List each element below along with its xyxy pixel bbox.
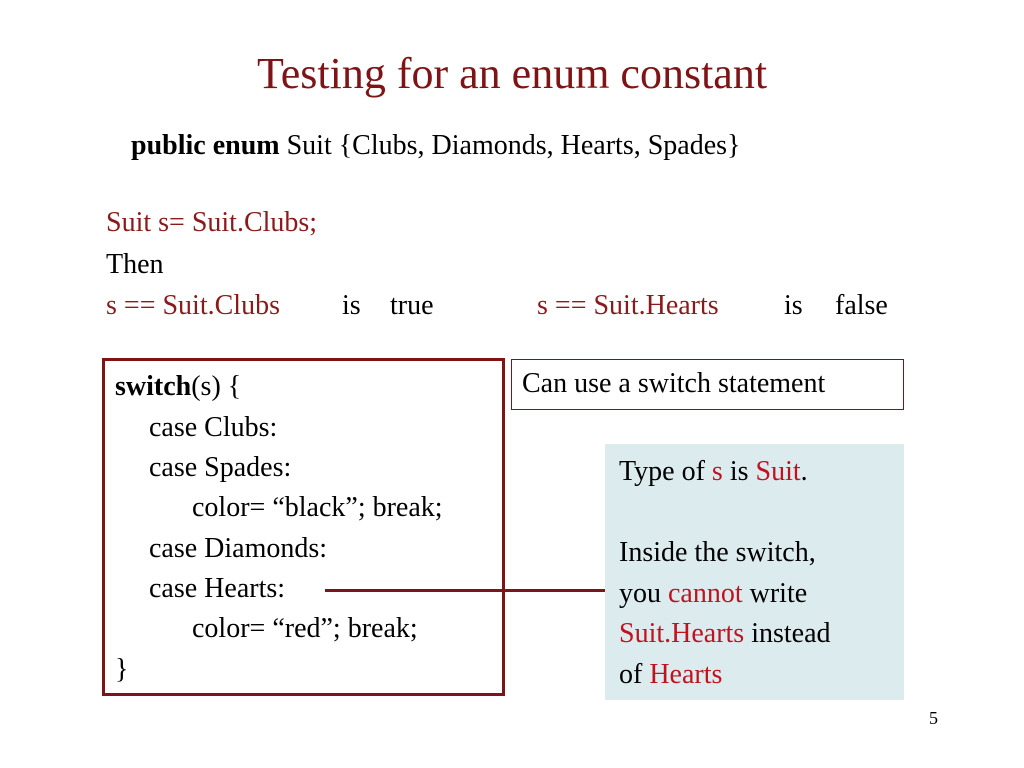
info-type-suit: Suit: [755, 456, 801, 487]
info-box: [605, 444, 904, 700]
code-line-case-spades: case Spades:: [149, 452, 292, 483]
code-line-case-clubs: case Clubs:: [149, 412, 278, 443]
comparison-hearts-is: is: [784, 290, 803, 321]
then-line: Then: [106, 249, 164, 280]
switch-header: [115, 371, 241, 403]
info-line-suit-hearts: [619, 618, 831, 650]
info-text: Type of: [619, 456, 712, 487]
connector-line: [325, 589, 605, 592]
info-hearts: Hearts: [649, 659, 723, 690]
slide-title: Testing for an enum constant: [256, 49, 768, 98]
info-var-s: s: [711, 456, 723, 487]
enum-declaration: [131, 130, 740, 162]
switch-argument: (s) {: [191, 371, 242, 402]
info-text: you: [619, 578, 668, 609]
info-line-type: [619, 456, 808, 488]
info-cannot: cannot: [668, 578, 743, 609]
code-line-color-black: color= “black”; break;: [192, 492, 443, 523]
switch-code-box: [102, 358, 505, 696]
info-line-inside: Inside the switch,: [619, 537, 816, 568]
switch-note-text: Can use a switch statement: [522, 368, 826, 399]
info-text: of: [619, 659, 650, 690]
code-line-close-brace: }: [115, 654, 129, 685]
code-line-case-diamonds: case Diamonds:: [149, 533, 328, 564]
comparison-hearts-result: false: [835, 290, 888, 321]
comparison-clubs-result: true: [390, 290, 434, 321]
declaration-keywords: public enum: [131, 130, 280, 161]
info-text: write: [742, 578, 808, 609]
info-text: instead: [744, 618, 831, 649]
info-text: is: [722, 456, 756, 487]
info-suit-hearts: Suit.Hearts: [619, 618, 745, 649]
switch-note-box: [511, 359, 904, 410]
switch-keyword: switch: [115, 371, 192, 402]
comparison-hearts: s == Suit.Hearts: [537, 290, 719, 321]
code-line-case-hearts: case Hearts:: [149, 573, 286, 604]
info-text: .: [800, 456, 808, 487]
page-number: 5: [929, 708, 938, 728]
comparison-clubs-is: is: [342, 290, 361, 321]
assignment-line: Suit s= Suit.Clubs;: [106, 207, 318, 238]
comparison-clubs: s == Suit.Clubs: [106, 290, 280, 321]
info-line-cannot: [619, 578, 807, 610]
info-line-hearts: [619, 659, 722, 691]
declaration-body: Suit {Clubs, Diamonds, Hearts, Spades}: [279, 130, 741, 161]
code-line-color-red: color= “red”; break;: [192, 613, 418, 644]
